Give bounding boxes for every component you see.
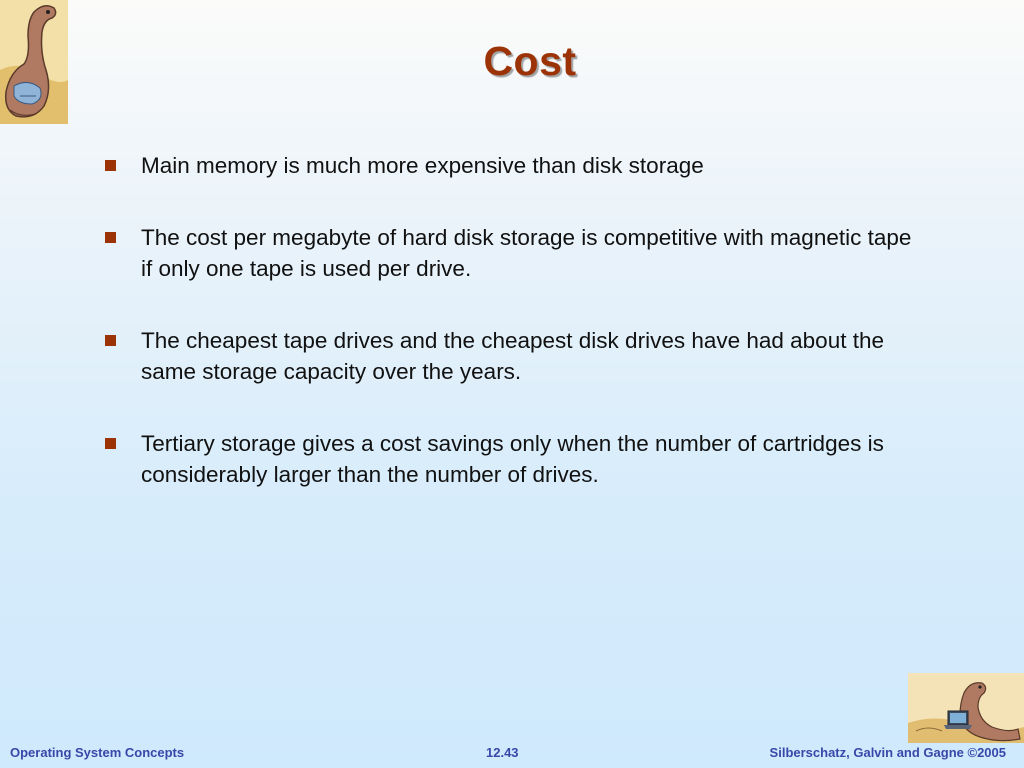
bullet-list bbox=[102, 150, 922, 531]
bullet-text: Main memory is much more expensive than disk storage bbox=[141, 153, 704, 178]
bullet-text: The cheapest tape drives and the cheapest disk drives have had about the same storage capacity over the years. bbox=[141, 328, 884, 384]
square-bullet-icon bbox=[105, 232, 116, 243]
bullet-item bbox=[102, 222, 922, 284]
square-bullet-icon bbox=[105, 438, 116, 449]
bullet-item bbox=[102, 150, 922, 181]
bullet-text: The cost per megabyte of hard disk storage is competitive with magnetic tape if only one tape is used per drive. bbox=[141, 225, 912, 281]
bullet-text: Tertiary storage gives a cost savings only when the number of cartridges is considerably larger than the number of drives. bbox=[141, 431, 884, 487]
bullet-item bbox=[102, 428, 922, 490]
square-bullet-icon bbox=[105, 335, 116, 346]
dinosaur-laptop-logo-icon bbox=[908, 673, 1024, 743]
slide-title: Cost bbox=[483, 38, 577, 84]
square-bullet-icon bbox=[105, 160, 116, 171]
bullet-item bbox=[102, 325, 922, 387]
footer-copyright: Silberschatz, Galvin and Gagne ©2005 bbox=[769, 745, 1006, 760]
footer-course-title: Operating System Concepts bbox=[10, 745, 185, 760]
footer-slide-number: 12.43 bbox=[486, 745, 519, 760]
